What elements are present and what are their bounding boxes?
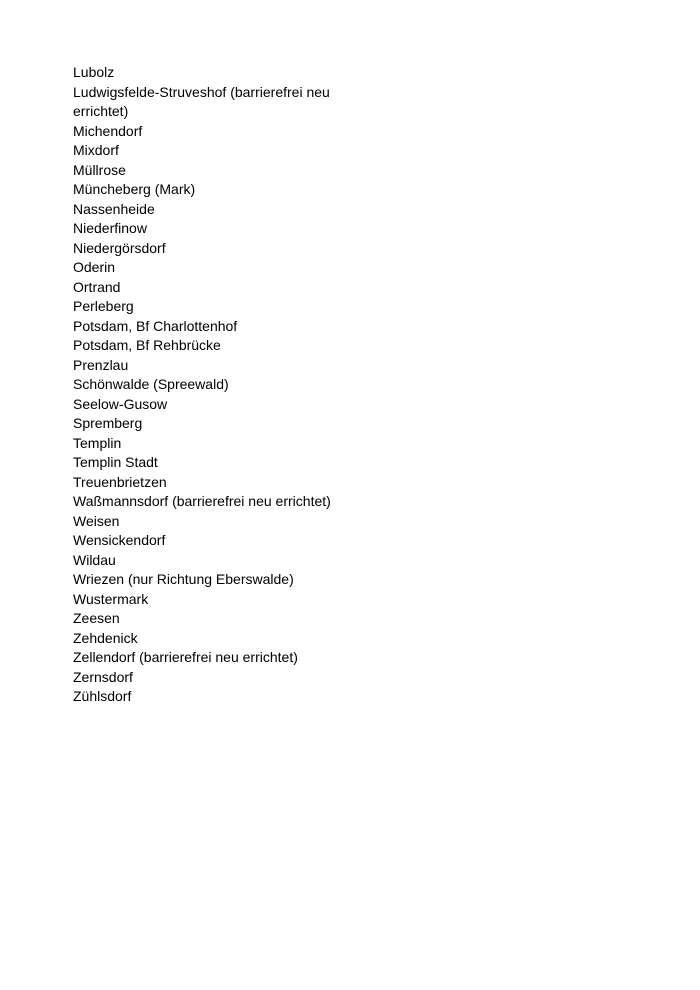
list-item: Schönwalde (Spreewald) <box>73 376 229 392</box>
list-item: Spremberg <box>73 415 143 431</box>
list-item: Prenzlau <box>73 356 129 373</box>
list-item: Michendorf <box>73 122 143 139</box>
list-item: Wustermark <box>73 590 149 607</box>
list-item: Potsdam, Bf Charlottenhof <box>73 317 238 334</box>
list-item: Wensickendorf <box>73 532 166 548</box>
list-item: Waßmannsdorf (barrierefrei neu errichtet) <box>73 493 331 509</box>
list-item: Templin Stadt <box>73 454 158 470</box>
list-item: Oderin <box>73 259 116 275</box>
list-item: Zeesen <box>73 610 120 626</box>
list-item: Ortrand <box>73 278 121 295</box>
list-item: Perleberg <box>73 298 134 314</box>
list-item: Templin <box>73 434 122 451</box>
list-item: Zellendorf (barrierefrei neu errichtet) <box>73 649 298 665</box>
list-item: Nassenheide <box>73 200 155 217</box>
list-item: Seelow-Gusow <box>73 395 168 412</box>
list-item: Ludwigsfelde-Struveshof (barrierefrei neu errichtet) <box>73 83 330 119</box>
list-item: Zernsdorf <box>73 668 133 685</box>
list-item: Mixdorf <box>73 142 119 158</box>
list-item: Lubolz <box>73 64 115 80</box>
list-item: Müncheberg (Mark) <box>73 181 196 197</box>
document-page <box>73 63 333 707</box>
station-list <box>73 63 333 707</box>
list-item: Wildau <box>73 551 116 568</box>
list-item: Zühlsdorf <box>73 688 132 704</box>
list-item: Niedergörsdorf <box>73 239 166 256</box>
list-item: Niederfinow <box>73 220 147 236</box>
list-item: Müllrose <box>73 161 126 178</box>
list-item: Potsdam, Bf Rehbrücke <box>73 337 221 353</box>
list-item: Weisen <box>73 512 120 529</box>
list-item: Zehdenick <box>73 629 138 646</box>
list-item: Wriezen (nur Richtung Eberswalde) <box>73 571 294 587</box>
list-item: Treuenbrietzen <box>73 473 167 490</box>
